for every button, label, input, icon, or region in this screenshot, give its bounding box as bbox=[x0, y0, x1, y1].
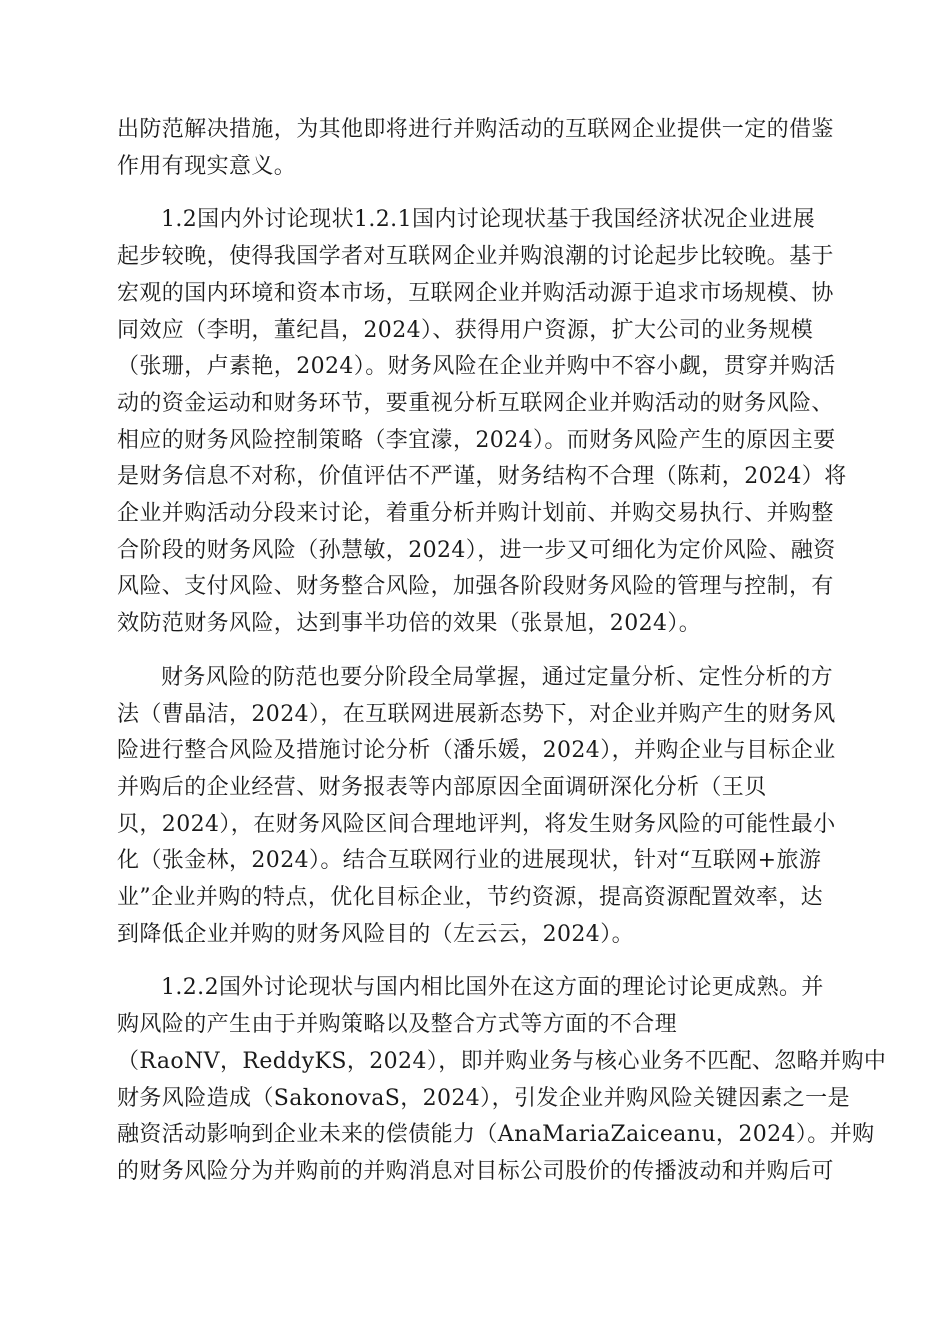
text-line: 是财务信息不对称，价值评估不严谨，财务结构不合理（陈莉，2024）将 bbox=[117, 464, 847, 490]
paragraph-1 bbox=[117, 112, 833, 185]
text-line: 财务风险造成（SakonovaS，2024），引发企业并购风险关键因素之一是 bbox=[117, 1085, 850, 1111]
text-line: 险进行整合风险及措施讨论分析（潘乐媛，2024），并购企业与目标企业 bbox=[117, 738, 836, 764]
paragraph-3 bbox=[117, 660, 836, 954]
paragraph-2 bbox=[117, 202, 847, 642]
text-line: 到降低企业并购的财务风险目的（左云云，2024）。 bbox=[117, 921, 634, 947]
text-line: 的财务风险分为并购前的并购消息对目标公司股价的传播波动和并购后可 bbox=[117, 1158, 834, 1184]
text-line: 贝，2024），在财务风险区间合理地评判，将发生财务风险的可能性最小 bbox=[117, 811, 836, 837]
text-line: 企业并购活动分段来讨论，着重分析并购计划前、并购交易执行、并购整 bbox=[117, 501, 834, 527]
text-line: 动的资金运动和财务环节，要重视分析互联网企业并购活动的财务风险、 bbox=[117, 390, 834, 416]
text-line: （RaoNV，ReddyKS，2024），即并购业务与核心业务不匹配、忽略并购中 bbox=[117, 1048, 887, 1074]
text-line: 业”企业并购的特点，优化目标企业，节约资源，提高资源配置效率，达 bbox=[117, 885, 824, 911]
text-line: 购风险的产生由于并购策略以及整合方式等方面的不合理 bbox=[117, 1012, 678, 1038]
text-line: 化（张金林，2024）。结合互联网行业的进展现状，针对“互联网+旅游 bbox=[117, 848, 822, 874]
text-line: 法（曹晶洁，2024），在互联网进展新态势下，对企业并购产生的财务风 bbox=[117, 701, 836, 727]
text-line: 1.2国内外讨论现状1.2.1国内讨论现状基于我国经济状况企业进展 bbox=[161, 207, 816, 233]
text-line: 出防范解决措施，为其他即将进行并购活动的互联网企业提供一定的借鉴 bbox=[117, 117, 834, 142]
text-line: 财务风险的防范也要分阶段全局掌握，通过定量分析、定性分析的方 bbox=[161, 664, 834, 690]
text-line: 合阶段的财务风险（孙慧敏，2024），进一步又可细化为定价风险、融资 bbox=[117, 537, 836, 563]
text-line: 并购后的企业经营、财务报表等内部原因全面调研深化分析（王贝 bbox=[117, 774, 767, 800]
text-line: 作用有现实意义。 bbox=[117, 153, 297, 179]
text-line: 相应的财务风险控制策略（李宜濛，2024）。而财务风险产生的原因主要 bbox=[117, 427, 836, 453]
text-line: 同效应（李明，董纪昌，2024）、获得用户资源，扩大公司的业务规模 bbox=[117, 317, 814, 343]
document-body bbox=[117, 112, 887, 1191]
paragraph-4 bbox=[117, 970, 887, 1190]
text-line: 1.2.2国外讨论现状与国内相比国外在这方面的理论讨论更成熟。并 bbox=[161, 975, 824, 1001]
text-line: 风险、支付风险、财务整合风险，加强各阶段财务风险的管理与控制，有 bbox=[117, 574, 834, 600]
text-line: 融资活动影响到企业未来的偿债能力（AnaMariaZaiceanu，2024）。并购 bbox=[117, 1122, 875, 1148]
text-line: 宏观的国内环境和资本市场，互联网企业并购活动源于追求市场规模、协 bbox=[117, 280, 834, 306]
text-line: 效防范财务风险，达到事半功倍的效果（张景旭，2024）。 bbox=[117, 611, 702, 637]
text-line: 起步较晚，使得我国学者对互联网企业并购浪潮的讨论起步比较晚。基于 bbox=[117, 244, 834, 270]
text-line: （张珊，卢素艳，2024）。财务风险在企业并购中不容小觑，贯穿并购活 bbox=[117, 354, 836, 380]
